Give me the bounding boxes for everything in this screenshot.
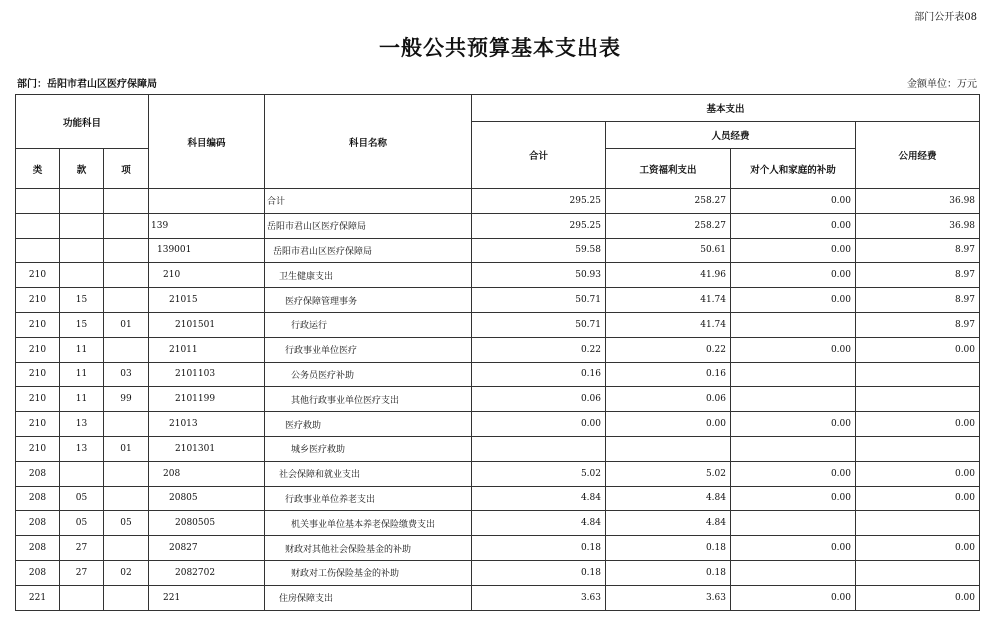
cell-subject-code: 2082702 [149,560,265,585]
cell-item [104,238,149,263]
cell-section [60,238,104,263]
cell-total [472,436,606,461]
cell-subject-name: 城乡医疗救助 [265,436,472,461]
cell-total: 0.22 [472,337,606,362]
cell-public-expense [856,511,980,536]
cell-total: 5.02 [472,461,606,486]
cell-salary-welfare: 0.16 [606,362,731,387]
cell-item [104,486,149,511]
table-row [16,238,980,263]
cell-total: 3.63 [472,585,606,610]
page-title: 一般公共预算基本支出表 [379,36,621,60]
cell-section: 05 [60,486,104,511]
cell-subject-code: 210 [149,263,265,288]
cell-section: 11 [60,337,104,362]
cell-subject-name: 财政对其他社会保险基金的补助 [265,536,472,561]
form-number: 部门公开表08 [914,12,977,23]
cell-category: 208 [16,486,60,511]
cell-item: 05 [104,511,149,536]
cell-subject-code: 20805 [149,486,265,511]
cell-subject-code: 21011 [149,337,265,362]
cell-total: 0.18 [472,536,606,561]
budget-table [15,94,980,611]
table-row [16,461,980,486]
cell-total: 4.84 [472,486,606,511]
cell-item [104,412,149,437]
cell-salary-welfare: 4.84 [606,511,731,536]
table-body [16,189,980,611]
cell-salary-welfare: 258.27 [606,213,731,238]
header-personnel: 人员经费 [606,122,856,149]
cell-subject-name: 机关事业单位基本养老保险缴费支出 [265,511,472,536]
cell-salary-welfare: 0.00 [606,412,731,437]
table-row [16,412,980,437]
cell-category [16,189,60,214]
cell-salary-welfare: 0.06 [606,387,731,412]
cell-category: 208 [16,536,60,561]
cell-salary-welfare: 0.22 [606,337,731,362]
table-row [16,263,980,288]
cell-individual-family-subsidy [731,436,856,461]
table-row [16,362,980,387]
cell-public-expense: 0.00 [856,461,980,486]
cell-total: 4.84 [472,511,606,536]
cell-subject-name: 岳阳市君山区医疗保障局 [265,238,472,263]
cell-total: 59.58 [472,238,606,263]
cell-salary-welfare: 0.18 [606,560,731,585]
cell-category: 208 [16,560,60,585]
cell-item [104,263,149,288]
cell-individual-family-subsidy: 0.00 [731,337,856,362]
cell-item: 99 [104,387,149,412]
cell-individual-family-subsidy: 0.00 [731,461,856,486]
cell-item: 02 [104,560,149,585]
cell-category: 208 [16,511,60,536]
cell-category: 210 [16,288,60,313]
table-row [16,436,980,461]
cell-section: 27 [60,536,104,561]
cell-individual-family-subsidy: 0.00 [731,213,856,238]
cell-total: 0.16 [472,362,606,387]
department-label: 部门：岳阳市君山区医疗保障局 [17,79,157,90]
table-row [16,560,980,585]
cell-individual-family-subsidy [731,362,856,387]
cell-individual-family-subsidy: 0.00 [731,288,856,313]
cell-subject-code [149,189,265,214]
table-row [16,288,980,313]
cell-public-expense [856,387,980,412]
cell-category: 210 [16,436,60,461]
cell-salary-welfare: 50.61 [606,238,731,263]
header-functional-subject: 功能科目 [16,95,149,149]
cell-total: 50.93 [472,263,606,288]
cell-individual-family-subsidy: 0.00 [731,238,856,263]
header-salary-welfare: 工资福利支出 [606,149,731,189]
table-row [16,312,980,337]
cell-individual-family-subsidy: 0.00 [731,263,856,288]
cell-individual-family-subsidy: 0.00 [731,412,856,437]
cell-public-expense [856,436,980,461]
cell-salary-welfare: 4.84 [606,486,731,511]
header-section: 款 [60,149,104,189]
cell-salary-welfare: 0.18 [606,536,731,561]
header-subject-name: 科目名称 [265,95,472,189]
header-individual-family-subsidy: 对个人和家庭的补助 [731,149,856,189]
cell-individual-family-subsidy: 0.00 [731,536,856,561]
cell-individual-family-subsidy: 0.00 [731,585,856,610]
cell-item: 01 [104,312,149,337]
header-category: 类 [16,149,60,189]
cell-subject-name: 财政对工伤保险基金的补助 [265,560,472,585]
cell-public-expense: 0.00 [856,412,980,437]
cell-individual-family-subsidy [731,387,856,412]
cell-total: 0.00 [472,412,606,437]
cell-individual-family-subsidy: 0.00 [731,486,856,511]
cell-total: 295.25 [472,189,606,214]
cell-category: 210 [16,362,60,387]
cell-category: 208 [16,461,60,486]
cell-salary-welfare: 3.63 [606,585,731,610]
cell-item [104,461,149,486]
cell-public-expense: 8.97 [856,288,980,313]
cell-section: 05 [60,511,104,536]
cell-public-expense: 0.00 [856,337,980,362]
cell-section [60,263,104,288]
cell-subject-code: 208 [149,461,265,486]
cell-category [16,213,60,238]
table-row [16,189,980,214]
cell-section: 13 [60,436,104,461]
cell-public-expense: 0.00 [856,486,980,511]
header-item: 项 [104,149,149,189]
table-row [16,213,980,238]
header-public-expense: 公用经费 [856,122,980,189]
cell-category: 210 [16,263,60,288]
cell-salary-welfare: 41.74 [606,312,731,337]
cell-total: 0.18 [472,560,606,585]
cell-salary-welfare [606,436,731,461]
cell-individual-family-subsidy: 0.00 [731,189,856,214]
cell-public-expense: 36.98 [856,213,980,238]
cell-salary-welfare: 258.27 [606,189,731,214]
cell-salary-welfare: 5.02 [606,461,731,486]
table-header [16,95,980,189]
cell-subject-name: 岳阳市君山区医疗保障局 [265,213,472,238]
cell-total: 0.06 [472,387,606,412]
cell-subject-name: 合计 [265,189,472,214]
cell-subject-code: 139001 [149,238,265,263]
cell-subject-name: 卫生健康支出 [265,263,472,288]
cell-subject-code: 21013 [149,412,265,437]
amount-unit-label: 金额单位：万元 [907,79,977,90]
cell-subject-code: 2101103 [149,362,265,387]
table-row [16,337,980,362]
cell-category: 210 [16,387,60,412]
cell-section [60,585,104,610]
header-subject-code: 科目编码 [149,95,265,189]
cell-item [104,288,149,313]
cell-item: 01 [104,436,149,461]
cell-category: 210 [16,337,60,362]
cell-subject-code: 221 [149,585,265,610]
cell-public-expense: 0.00 [856,536,980,561]
cell-salary-welfare: 41.74 [606,288,731,313]
cell-public-expense: 36.98 [856,189,980,214]
cell-public-expense: 0.00 [856,585,980,610]
cell-subject-name: 行政运行 [265,312,472,337]
cell-item [104,337,149,362]
cell-subject-name: 住房保障支出 [265,585,472,610]
cell-subject-code: 2080505 [149,511,265,536]
cell-salary-welfare: 41.96 [606,263,731,288]
cell-category: 221 [16,585,60,610]
cell-total: 50.71 [472,312,606,337]
table-row [16,486,980,511]
cell-public-expense: 8.97 [856,312,980,337]
cell-public-expense: 8.97 [856,238,980,263]
cell-subject-name: 行政事业单位医疗 [265,337,472,362]
cell-total: 295.25 [472,213,606,238]
cell-subject-code: 139 [149,213,265,238]
cell-subject-name: 公务员医疗补助 [265,362,472,387]
cell-subject-code: 21015 [149,288,265,313]
cell-section: 13 [60,412,104,437]
cell-individual-family-subsidy [731,312,856,337]
cell-public-expense [856,560,980,585]
cell-section: 11 [60,387,104,412]
cell-public-expense [856,362,980,387]
cell-category: 210 [16,412,60,437]
cell-category: 210 [16,312,60,337]
cell-individual-family-subsidy [731,511,856,536]
cell-section: 15 [60,312,104,337]
cell-section: 27 [60,560,104,585]
cell-subject-code: 20827 [149,536,265,561]
cell-total: 50.71 [472,288,606,313]
header-total: 合计 [472,122,606,189]
cell-item [104,585,149,610]
cell-subject-name: 其他行政事业单位医疗支出 [265,387,472,412]
cell-section [60,461,104,486]
table-row [16,585,980,610]
cell-subject-name: 行政事业单位养老支出 [265,486,472,511]
cell-item [104,189,149,214]
cell-category [16,238,60,263]
cell-individual-family-subsidy [731,560,856,585]
table-row [16,511,980,536]
cell-item [104,213,149,238]
cell-section [60,213,104,238]
cell-item: 03 [104,362,149,387]
header-basic-expenditure: 基本支出 [472,95,980,122]
table-row [16,387,980,412]
cell-subject-name: 社会保障和就业支出 [265,461,472,486]
cell-section: 11 [60,362,104,387]
cell-section [60,189,104,214]
cell-section: 15 [60,288,104,313]
cell-public-expense: 8.97 [856,263,980,288]
table-row [16,536,980,561]
cell-subject-name: 医疗救助 [265,412,472,437]
cell-subject-code: 2101199 [149,387,265,412]
cell-subject-code: 2101301 [149,436,265,461]
cell-subject-code: 2101501 [149,312,265,337]
cell-item [104,536,149,561]
cell-subject-name: 医疗保障管理事务 [265,288,472,313]
